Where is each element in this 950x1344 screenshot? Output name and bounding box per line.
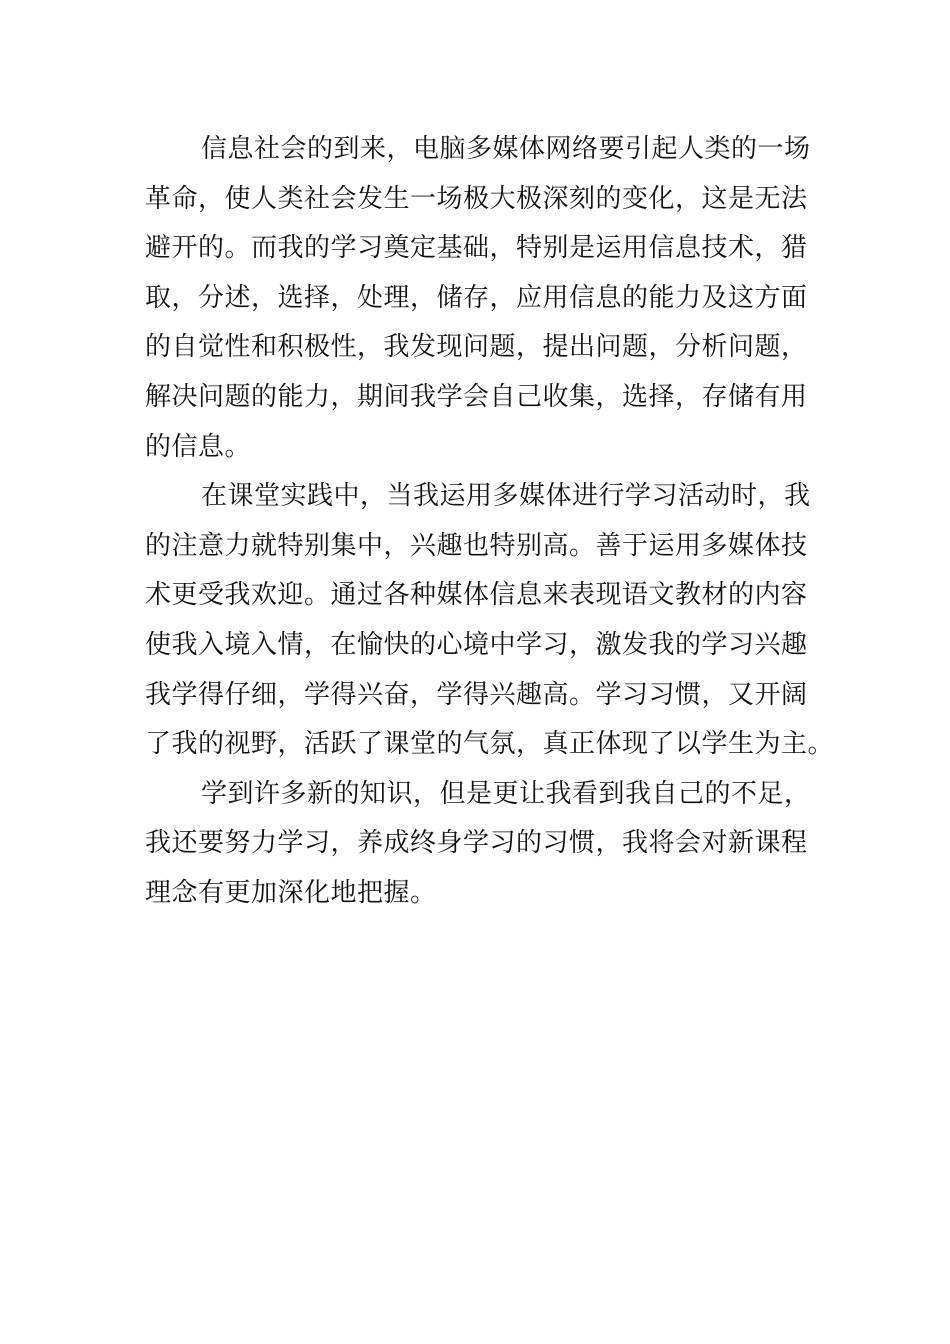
text-line: 理念有更加深化地把握。 (145, 877, 437, 908)
paragraph-3 (145, 770, 811, 919)
text-line: 革命，使人类社会发生一场极大极深刻的变化，这是无法 (145, 183, 808, 214)
text-line: 解决问题的能力，期间我学会自己收集，选择，存储有用 (145, 381, 808, 412)
text-line: 我还要努力学习，养成终身学习的习惯，我将会对新课程 (145, 828, 808, 859)
paragraph-2 (145, 472, 835, 770)
text-line: 使我入境入情，在愉快的心境中学习，激发我的学习兴趣 (145, 629, 808, 660)
text-line: 信息社会的到来，电脑多媒体网络要引起人类的一场 (201, 134, 811, 164)
text-line: 在课堂实践中，当我运用多媒体进行学习活动时，我 (201, 481, 811, 512)
text-line: 的信息。 (145, 431, 252, 462)
text-line: 的自觉性和积极性，我发现问题，提出问题，分析问题， (145, 332, 808, 363)
text-line: 的注意力就特别集中，兴趣也特别高。善于运用多媒体技 (145, 530, 808, 561)
text-line: 术更受我欢迎。通过各种媒体信息来表现语文教材的内容 (145, 580, 808, 611)
text-line: 学到许多新的知识，但是更让我看到我自己的不足， (201, 778, 811, 809)
text-line: 了我的视野，活跃了课堂的气氛，真正体现了以学生为主。 (145, 729, 835, 760)
text-line: 我学得仔细，学得兴奋，学得兴趣高。学习习惯，又开阔 (145, 679, 808, 710)
text-line: 避开的。而我的学习奠定基础，特别是运用信息技术，猎 (145, 233, 808, 264)
paragraph-1 (145, 125, 811, 472)
document-body (145, 125, 835, 919)
text-line: 取，分述，选择，处理，储存，应用信息的能力及这方面 (145, 282, 808, 313)
